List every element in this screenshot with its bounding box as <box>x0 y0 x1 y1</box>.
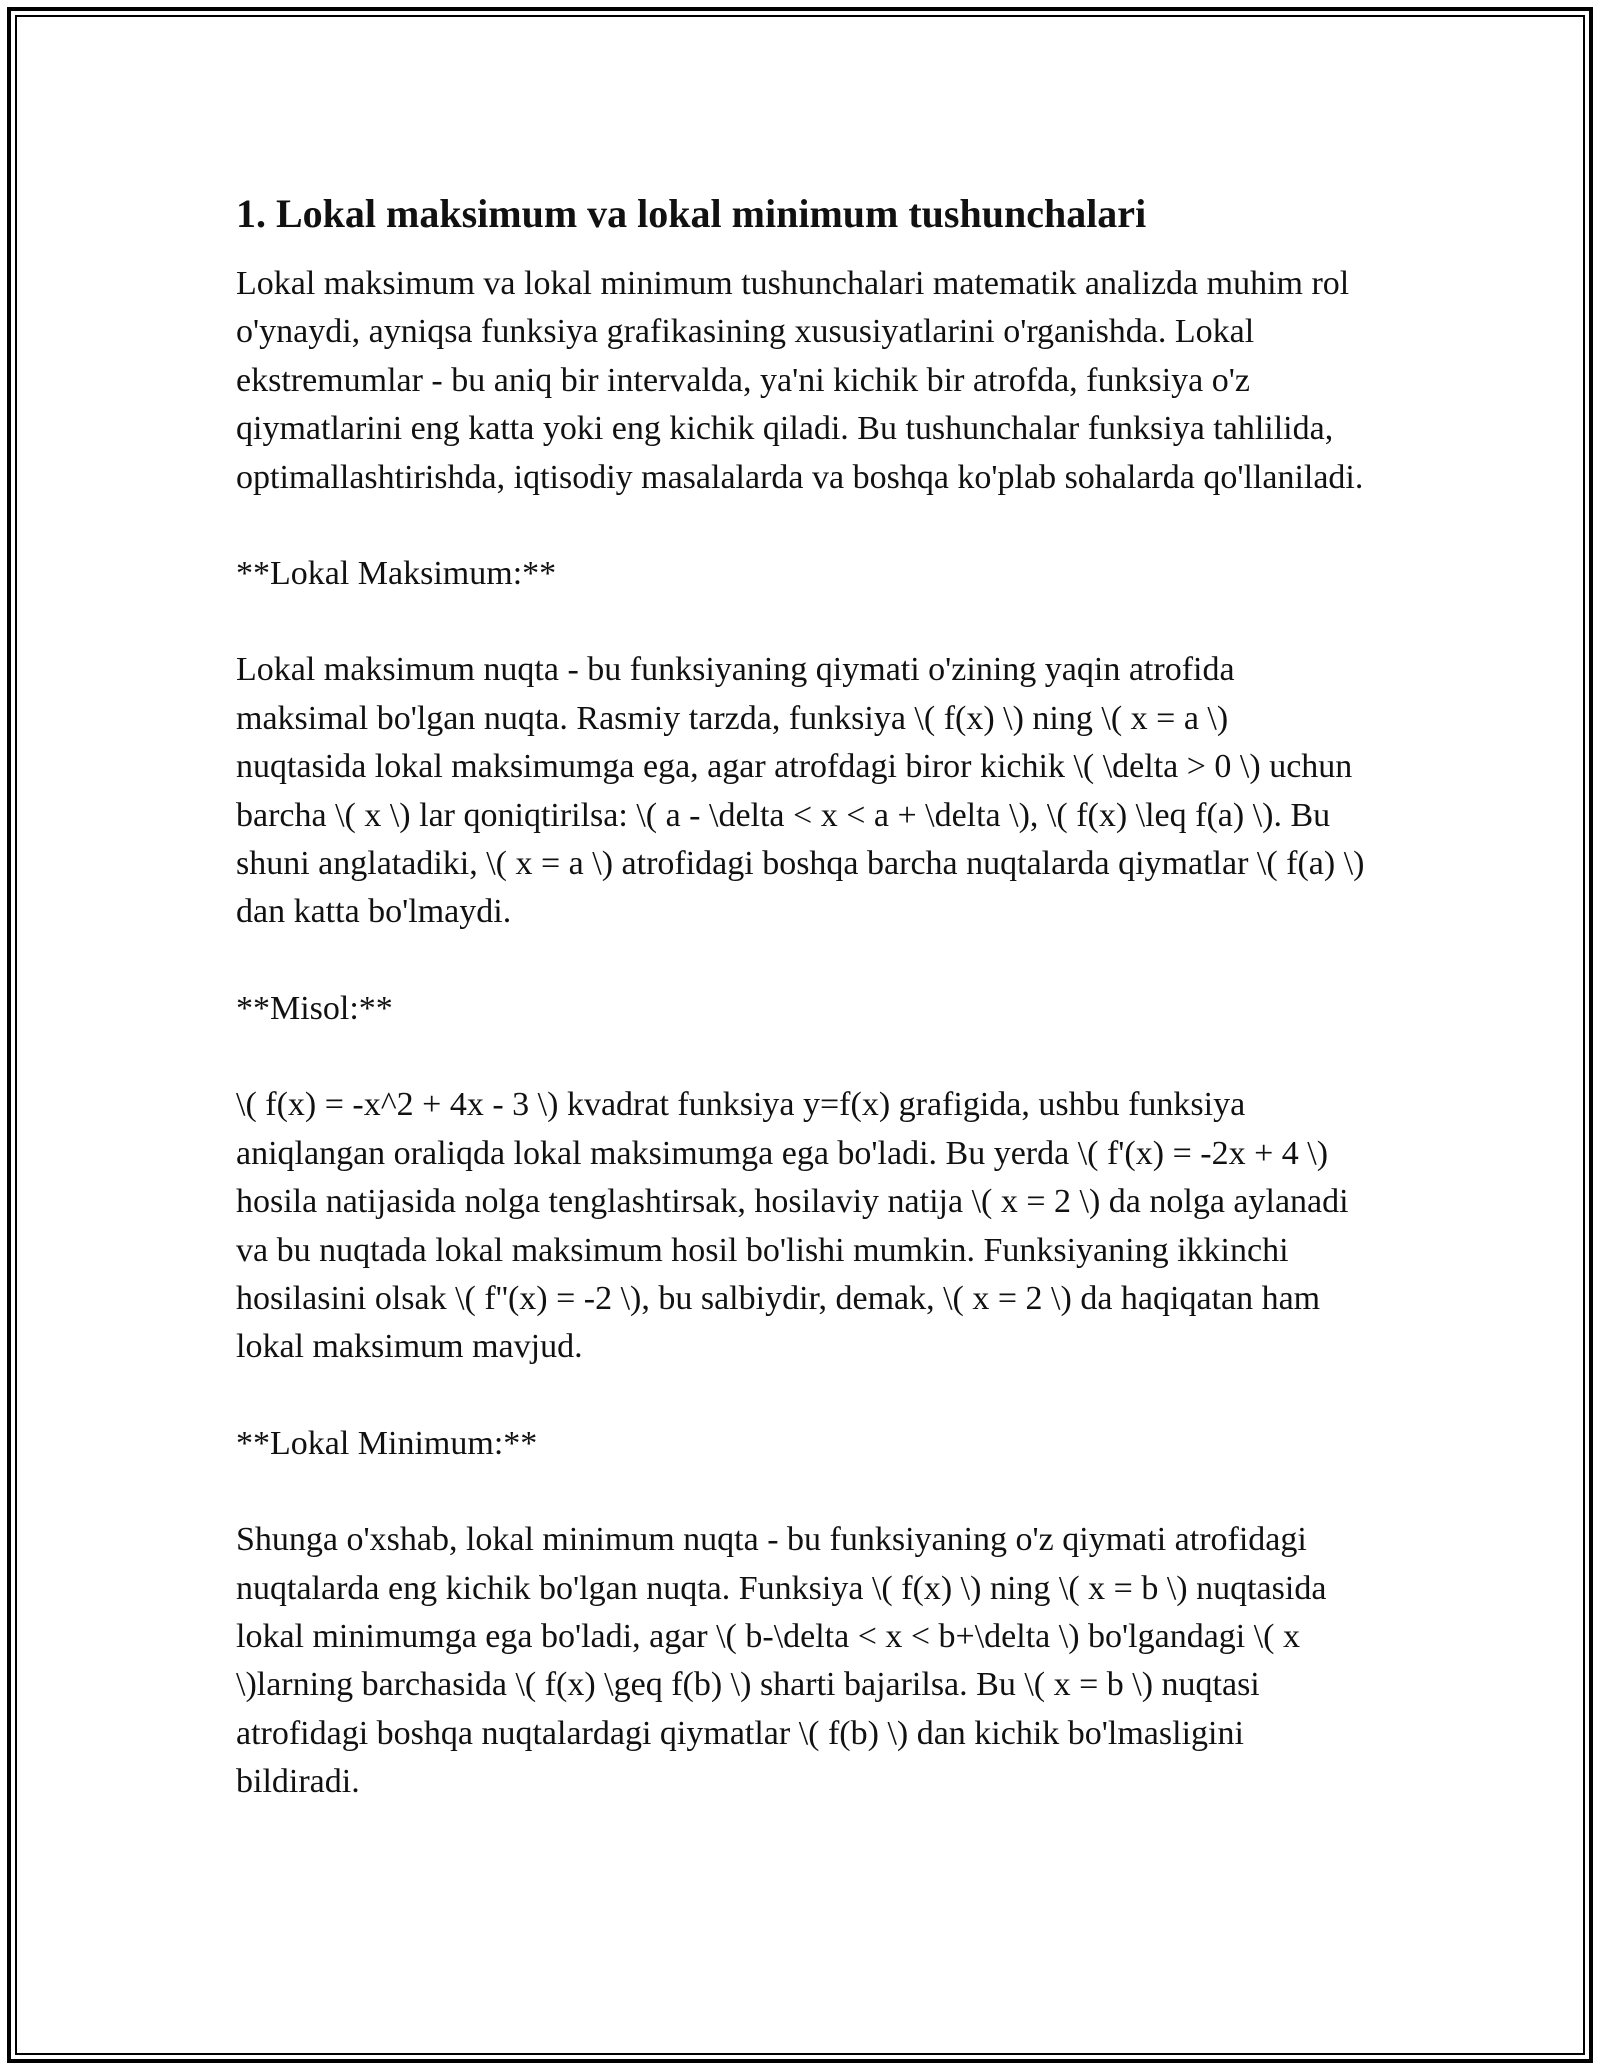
lokal-maksimum-label: **Lokal Maksimum:** <box>236 555 557 593</box>
section-heading: 1. Lokal maksimum va lokal minimum tushunchalari <box>236 191 1147 236</box>
lokal-minimum-definition: Shunga o'xshab, lokal minimum nuqta - bu funksiyaning o'z qiymati atrofidagi nuqtalarda eng kichik bo'lgan nuqta. Funksiya \( f(x) \) ning \( x = b \) nuqtasida lokal minimumga ega bo'ladi, agar \( b-\delta < x < b+\delta \) bo'lgandagi \( x \)larning barchasida \( f(x) \geq f(b) \) sharti bajarilsa. Bu \( x = b \) nuqtasi atrofidagi boshqa nuqtalardagi qiymatlar \( f(b) \) dan kichik bo'lmasligini bildiradi. <box>236 1521 1327 1801</box>
intro-paragraph: Lokal maksimum va lokal minimum tushunchalari matematik analizda muhim rol o'ynaydi, ayniqsa funksiya grafikasining xususiyatlarini o'rganishda. Lokal ekstremumlar - bu aniq bir intervalda, ya'ni kichik bir atrofda, funksiya o'z qiymatlarini eng katta yoki eng kichik qiladi. Bu tushunchalar funksiya tahlilida, optimallashtirishda, iqtisodiy masalalarda va boshqa ko'plab sohalarda qo'llaniladi. <box>236 265 1364 496</box>
lokal-minimum-label: **Lokal Minimum:** <box>236 1424 538 1462</box>
misol-label: **Misol:** <box>236 989 393 1027</box>
lokal-maksimum-definition: Lokal maksimum nuqta - bu funksiyaning qiymati o'zining yaqin atrofida maksimal bo'lgan nuqta. Rasmiy tarzda, funksiya \( f(x) \) ning \( x = a \) nuqtasida lokal maksimumga ega, agar atrofdagi biror kichik \( \delta > 0 \) uchun barcha \( x \) lar qoniqtirilsa: \( a - \delta < x < a + \delta \), \( f(x) \leq f(a) \). Bu shuni anglatadiki, \( x = a \) atrofidagi boshqa barcha nuqtalarda qiymatlar \( f(a) \) dan katta bo'lmaydi. <box>236 651 1365 931</box>
misol-paragraph: \( f(x) = -x^2 + 4x - 3 \) kvadrat funksiya y=f(x) grafigida, ushbu funksiya aniqlangan oraliqda lokal maksimumga ega bo'ladi. Bu yerda \( f'(x) = -2x + 4 \) hosila natijasida nolga tenglashtirsak, hosilaviy natija \( x = 2 \) da nolga aylanadi va bu nuqtada lokal maksimum hosil bo'lishi mumkin. Funksiyaning ikkinchi hosilasini olsak \( f''(x) = -2 \), bu salbiydir, demak, \( x = 2 \) da haqiqatan ham lokal maksimum mavjud. <box>236 1086 1349 1366</box>
document-body <box>236 188 1366 1855</box>
